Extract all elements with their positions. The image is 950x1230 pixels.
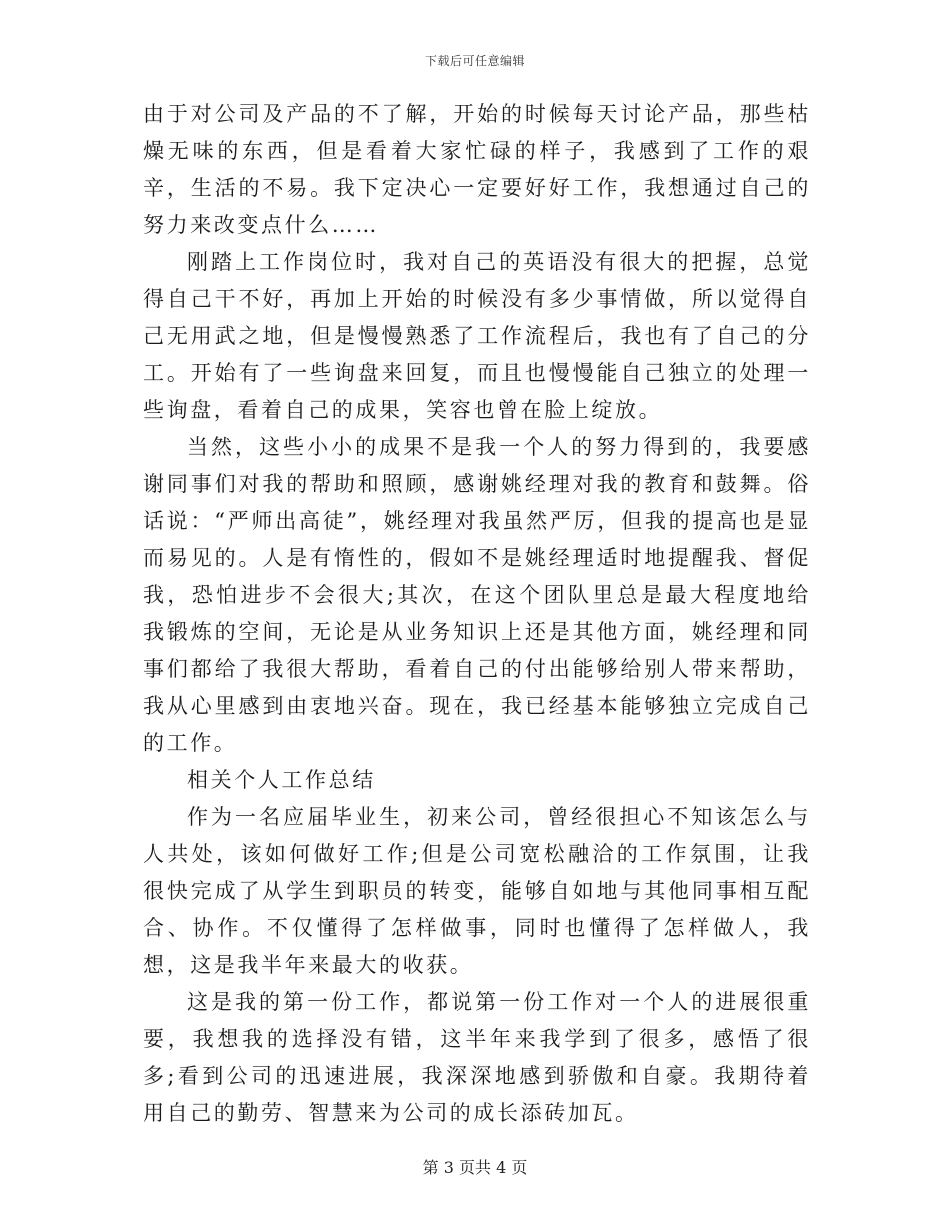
paragraph-5: 这是我的第一份工作，都说第一份工作对一个人的进展很重要，我想我的选择没有错，这半年来我学到了很多，感悟了很多;看到公司的迅速进展，我深深地感到骄傲和自豪。我期待着用自己的勤劳、智慧来为公司的成长添砖加瓦。 xyxy=(143,990,811,1125)
paragraph-1: 由于对公司及产品的不了解，开始的时候每天讨论产品，那些枯燥无味的东西，但是看着大家忙碌的样子，我感到了工作的艰辛，生活的不易。我下定决心一定要好好工作，我想通过自己的努力来改变点什么…… xyxy=(143,102,811,237)
section-heading: 相关个人工作总结 xyxy=(187,768,376,792)
document-body xyxy=(143,96,811,1132)
page-header: 下载后可任意编辑 xyxy=(424,54,525,68)
paragraph-3: 当然，这些小小的成果不是我一个人的努力得到的，我要感谢同事们对我的帮助和照顾，感谢姚经理对我的教育和鼓舞。俗话说：“严师出高徒”，姚经理对我虽然严厉，但我的提高也是显而易见的。人是有惰性的，假如不是姚经理适时地提醒我、督促我，恐怕进步不会很大;其次，在这个团队里总是最大程度地给我锻炼的空间，无论是从业务知识上还是其他方面，姚经理和同事们都给了我很大帮助，看着自己的付出能够给别人带来帮助，我从心里感到由衷地兴奋。现在，我已经基本能够独立完成自己的工作。 xyxy=(143,435,811,755)
paragraph-4: 作为一名应届毕业生，初来公司，曾经很担心不知该怎么与人共处，该如何做好工作;但是公司宽松融洽的工作氛围，让我很快完成了从学生到职员的转变，能够自如地与其他同事相互配合、协作。不仅懂得了怎样做事，同时也懂得了怎样做人，我想，这是我半年来最大的收获。 xyxy=(143,805,811,977)
page-footer: 第 3 页共 4 页 xyxy=(422,1158,528,1177)
paragraph-2: 刚踏上工作岗位时，我对自己的英语没有很大的把握，总觉得自己干不好，再加上开始的时候没有多少事情做，所以觉得自己无用武之地，但是慢慢熟悉了工作流程后，我也有了自己的分工。开始有了一些询盘来回复，而且也慢慢能自己独立的处理一些询盘，看着自己的成果，笑容也曾在脸上绽放。 xyxy=(143,250,811,422)
